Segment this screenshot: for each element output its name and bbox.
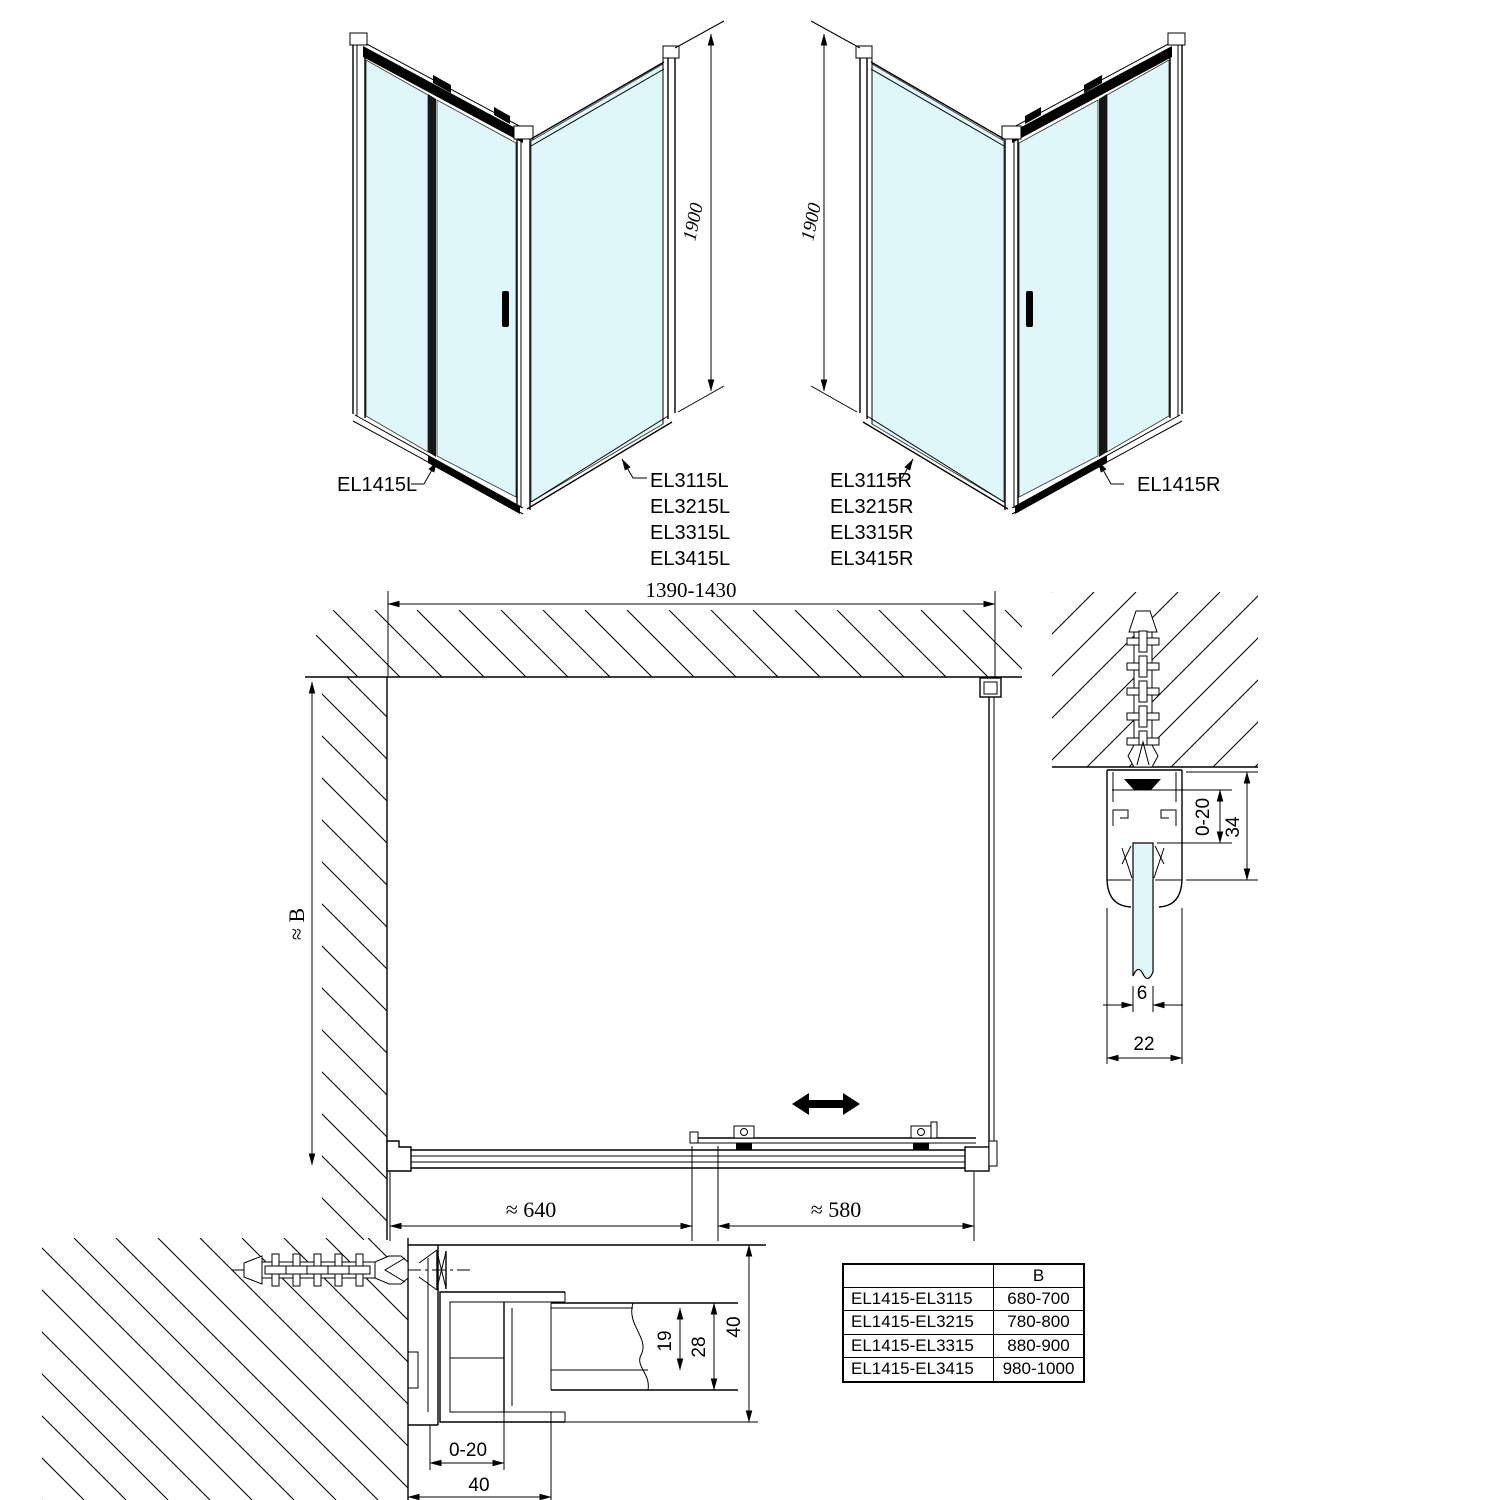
- combo-cell: EL1415-EL3415: [844, 1358, 994, 1381]
- combo-cell: EL1415-EL3315: [844, 1335, 994, 1357]
- table-row: [844, 1311, 1083, 1334]
- table-row: [844, 1288, 1083, 1311]
- screw-head-icon: [1124, 779, 1161, 790]
- corner-post-cap: [514, 126, 533, 139]
- right-door-label: EL1415R: [1137, 474, 1221, 496]
- wall-profile-section: [408, 1245, 766, 1425]
- b-range-cell: 780-800: [1007, 1312, 1070, 1332]
- table-header-row: [844, 1265, 1083, 1288]
- table-header-empty: [844, 1265, 994, 1287]
- left-panel-label-2: EL3215L: [650, 496, 731, 518]
- panel-label-leader: [622, 459, 647, 478]
- enclosure-isometric-geometry-mirrored: [811, 21, 1185, 514]
- glass-thickness-dim: 6: [1136, 983, 1148, 1004]
- floor-profile-detail: [0, 1238, 766, 1500]
- door-roller-2: [911, 1126, 931, 1150]
- side-panel-glass: [531, 64, 663, 502]
- right-height-dim: 1900: [797, 201, 826, 243]
- profile-width-dim: 40: [468, 1475, 490, 1496]
- door-handle-plan: [931, 1122, 937, 1138]
- right-panel-label-4: EL3415R: [830, 548, 914, 570]
- wall-anchor-icon: [1127, 611, 1159, 767]
- b-range-cell: 680-700: [1007, 1289, 1070, 1309]
- track-end-bracket-right: [965, 1147, 989, 1171]
- profile-inner-dim: 28: [689, 1336, 710, 1358]
- profile-height-dim: 40: [724, 1316, 745, 1338]
- wall-post-cap: [350, 33, 367, 45]
- sliding-segment-dim: ≈ 580: [810, 1197, 862, 1222]
- fixed-segment-dim: ≈ 640: [505, 1197, 557, 1222]
- enclosure-isometric-geometry: [350, 21, 724, 514]
- right-panel-label-3: EL3315R: [830, 522, 914, 544]
- width-dim: 1390-1430: [645, 578, 737, 602]
- door-fixed-glass: [366, 60, 428, 452]
- wall-profile-detail: [835, 592, 1472, 1064]
- table-row: [844, 1335, 1083, 1358]
- plan-view: [0, 578, 1114, 1241]
- adjustment-dim: 0-20: [448, 1440, 488, 1461]
- door-roller-1: [734, 1126, 754, 1150]
- b-range-cell: 980-1000: [1002, 1359, 1075, 1379]
- right-panel-label-1: EL3115R: [830, 470, 912, 492]
- slide-direction-arrow: [792, 1093, 860, 1115]
- track-end-bracket-left: [387, 1141, 411, 1171]
- left-panel-label-4: EL3415L: [650, 548, 731, 570]
- wall-hatch-top: [207, 610, 1114, 677]
- door-handle: [502, 291, 509, 327]
- side-post-cap: [663, 46, 679, 58]
- combo-cell: EL1415-EL3215: [844, 1311, 994, 1333]
- glass-package-dim: 19: [655, 1330, 676, 1352]
- left-height-dim: 1900: [679, 201, 708, 243]
- profile-height-dim: 34: [1223, 816, 1244, 838]
- size-table: [842, 1263, 1085, 1383]
- adjustment-dim: 0-20: [1193, 797, 1214, 837]
- profile-width-dim: 22: [1133, 1034, 1155, 1055]
- glass-section: [1133, 843, 1153, 979]
- table-header-b: B: [1032, 1266, 1045, 1286]
- combo-cell: EL1415-EL3115: [844, 1288, 994, 1310]
- depth-dim: ≈ B: [284, 907, 309, 941]
- b-range-cell: 880-900: [1007, 1335, 1070, 1355]
- right-panel-label-2: EL3215R: [830, 496, 914, 518]
- wall-anchor-horizontal-icon: [232, 1250, 470, 1290]
- left-panel-label-3: EL3315L: [650, 522, 731, 544]
- table-row: [844, 1358, 1083, 1381]
- left-panel-label-1: EL3115L: [650, 470, 729, 492]
- left-door-label: EL1415L: [337, 474, 418, 496]
